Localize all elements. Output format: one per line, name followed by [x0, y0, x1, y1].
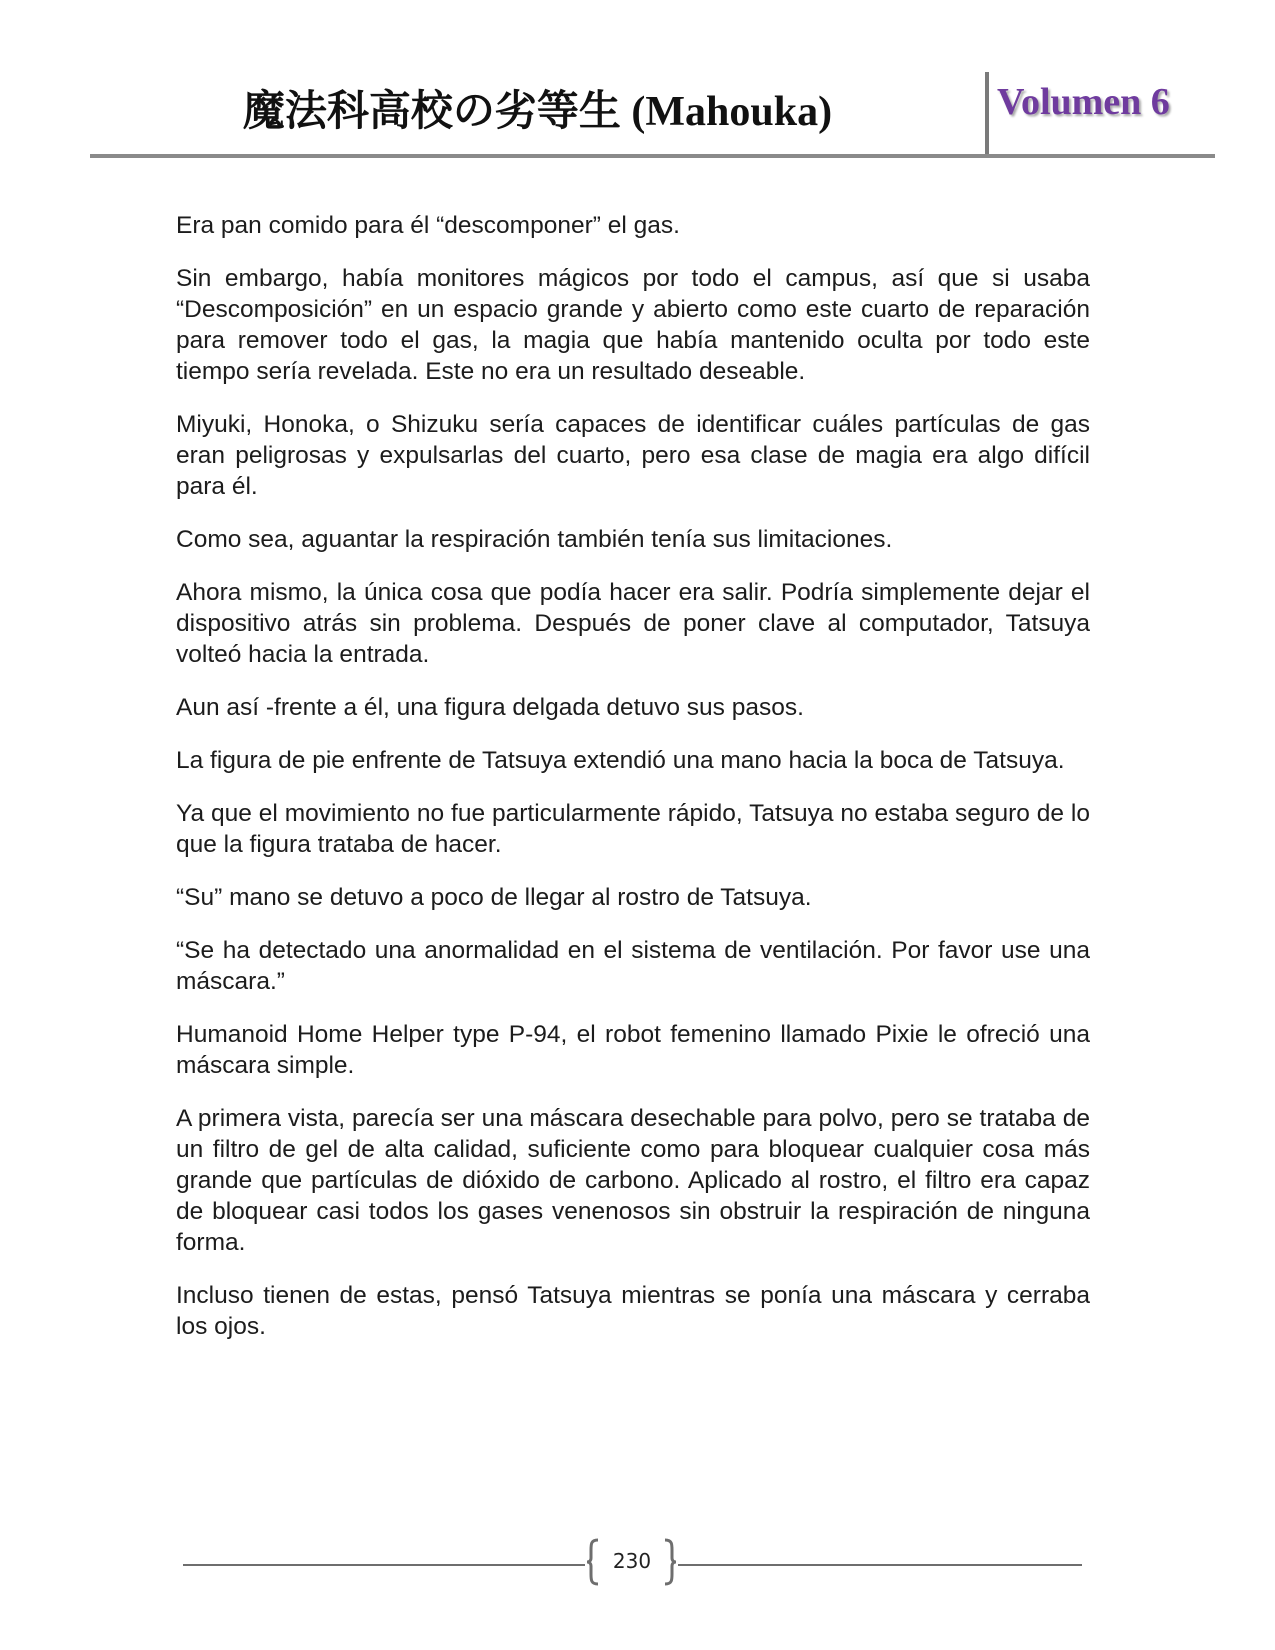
paragraph: Era pan comido para él “descomponer” el gas.	[176, 212, 680, 239]
paragraph: La figura de pie enfrente de Tatsuya extendió una mano hacia la boca de Tatsuya.	[176, 747, 1065, 774]
right-brace-icon	[662, 1538, 678, 1586]
page-body	[176, 210, 1090, 1364]
paragraph: Humanoid Home Helper type P-94, el robot femenino llamado Pixie le ofreció una máscara simple.	[176, 1021, 1090, 1079]
paragraph: “Se ha detectado una anormalidad en el sistema de ventilación. Por favor use una máscara.”	[176, 937, 1090, 995]
paragraph: “Su” mano se detuvo a poco de llegar al rostro de Tatsuya.	[176, 884, 812, 911]
header-vertical-divider	[985, 72, 989, 156]
paragraph: Incluso tienen de estas, pensó Tatsuya mientras se ponía una máscara y cerraba los ojos.	[176, 1282, 1090, 1340]
footer-rule-right	[678, 1564, 1082, 1566]
paragraph: Aun así -frente a él, una figura delgada detuvo sus pasos.	[176, 694, 804, 721]
paragraph: Sin embargo, había monitores mágicos por todo el campus, así que si usaba “Descomposición” en un espacio grande y abierto como este cuarto de reparación para remover todo el gas, la magia que había mantenido oculta por todo este tiempo sería revelada. Este no era un resultado deseable.	[176, 265, 1090, 385]
paragraph: A primera vista, parecía ser una máscara desechable para polvo, pero se trataba de un filtro de gel de alta calidad, suficiente como para bloquear cualquier cosa más grande que partículas de dióxido de carbono. Aplicado al rostro, el filtro era capaz de bloquear casi todos los gases venenosos sin obstruir la respiración de ninguna forma.	[176, 1105, 1090, 1256]
book-title: 魔法科高校の劣等生 (Mahouka)	[242, 89, 833, 135]
volume-label: Volumen 6	[997, 81, 1170, 123]
page-number: 230	[612, 1549, 652, 1573]
paragraph: Ahora mismo, la única cosa que podía hacer era salir. Podría simplemente dejar el dispositivo atrás sin problema. Después de poner clave al computador, Tatsuya volteó hacia la entrada.	[176, 579, 1090, 668]
footer-rule-left	[183, 1564, 585, 1566]
page-header	[0, 0, 1275, 160]
paragraph: Ya que el movimiento no fue particularmente rápido, Tatsuya no estaba seguro de lo que la figura trataba de hacer.	[176, 800, 1090, 858]
paragraph: Como sea, aguantar la respiración también tenía sus limitaciones.	[176, 526, 893, 553]
header-rule	[90, 154, 1215, 158]
page-footer	[0, 1535, 1275, 1595]
left-brace-icon	[585, 1538, 601, 1586]
paragraph: Miyuki, Honoka, o Shizuku sería capaces de identificar cuáles partículas de gas eran peligrosas y expulsarlas del cuarto, pero esa clase de magia era algo difícil para él.	[176, 411, 1090, 500]
